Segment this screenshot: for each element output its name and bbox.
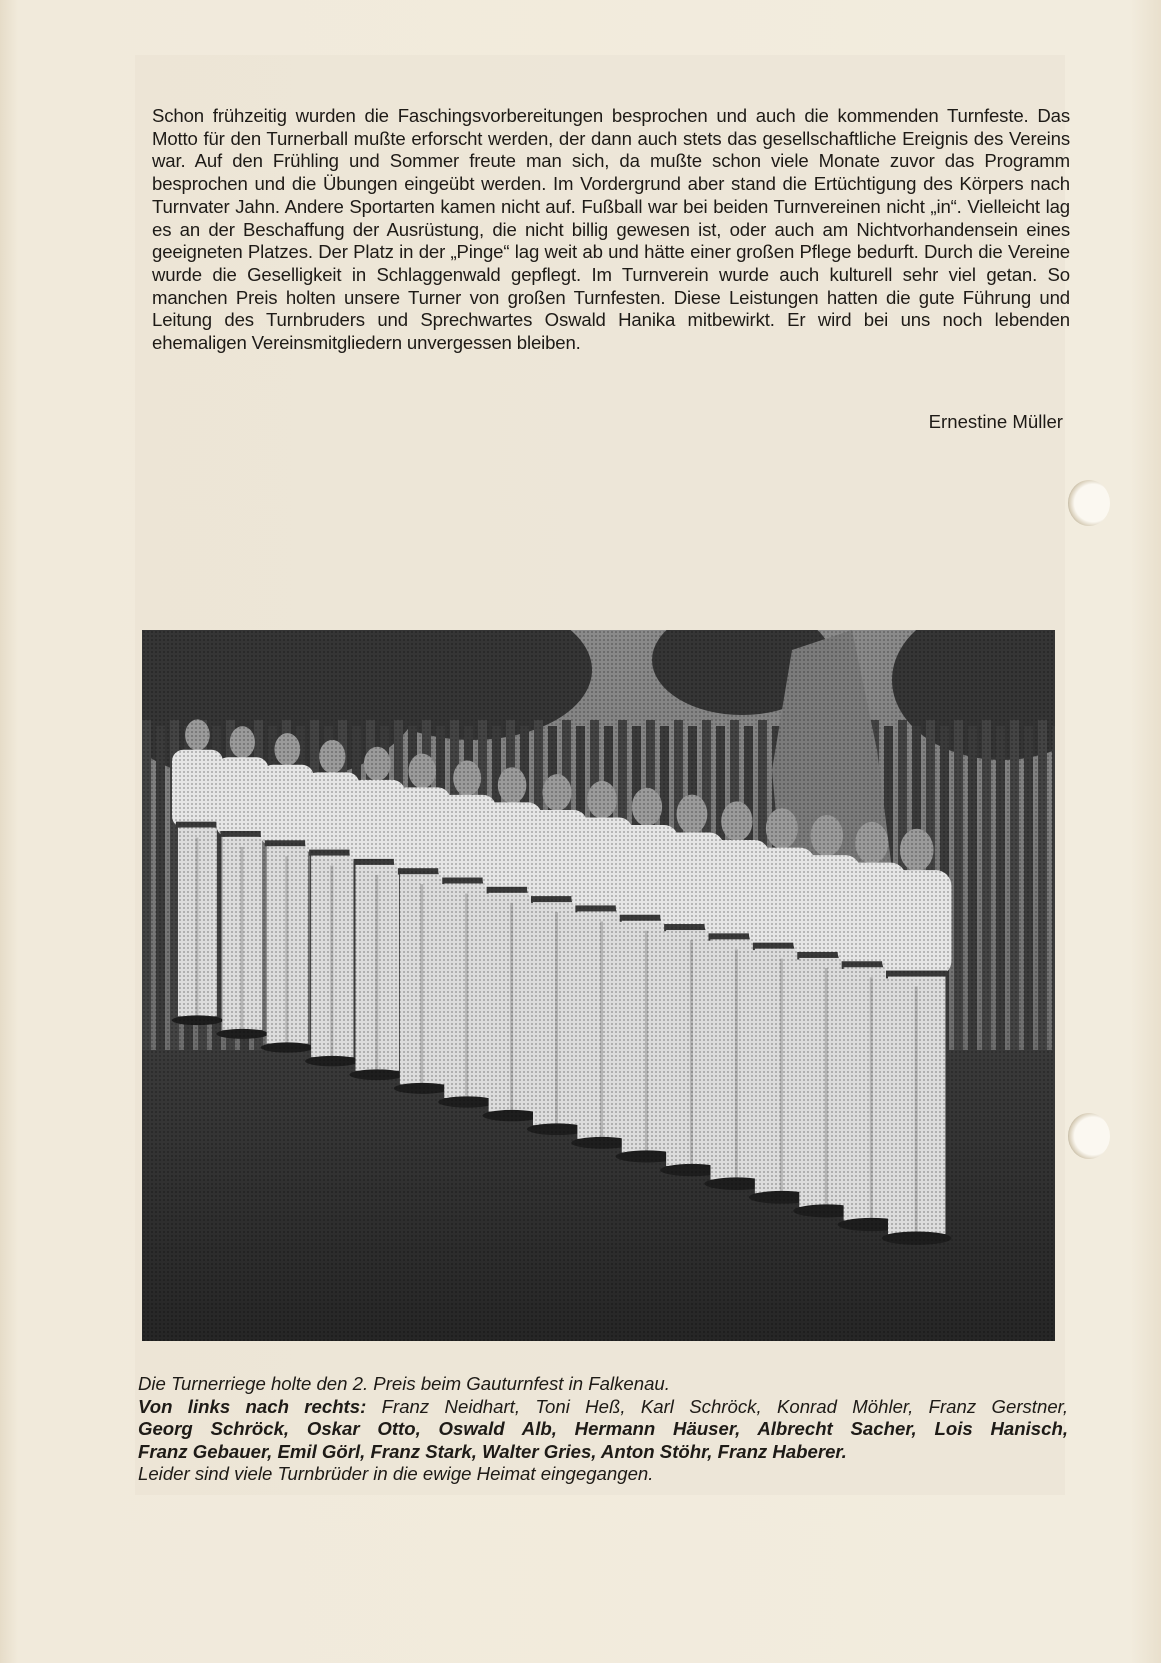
caption-line-1: Die Turnerriege holte den 2. Preis beim Gauturnfest in Falkenau. [138,1373,670,1394]
caption-line-5: Leider sind viele Turnbrüder in die ewige Heimat eingegangen. [138,1463,654,1485]
punch-hole-bottom [1068,1113,1110,1159]
caption-line-2 [138,1396,1068,1419]
caption-lead: Von links nach rechts: [138,1395,367,1417]
photo-halftone [142,630,1055,1341]
team-photo [142,630,1055,1341]
photo-caption [138,1373,1068,1486]
article-author: Ernestine Müller [928,411,1063,432]
team-photo-image [142,630,1055,1341]
article-paragraph: Schon frühzeitig wurden die Faschingsvorbereitungen besprochen und auch die kommenden Turnfeste. Das Motto für den Turnerball mußte erforscht werden, der dann auch stets das gesellschaftliche Ereignis des Vereins war. Auf den Frühling und Sommer freute man sich, da mußte schon viele Monate zuvor das Programm besprochen und die Übungen eingeübt werden. Im Vordergrund aber stand die Ertüchtigung des Körpers nach Turnvater Jahn. Andere Sportarten kamen nicht auf. Fußball war bei beiden Turnvereinen nicht „in“. Vielleicht lag es an der Beschaffung der Ausrüstung, die nicht billig gewesen ist, oder auch am Nichtvorhandensein eines geeigneten Platzes. Der Platz in der „Pinge“ lag weit ab und hätte einer großen Pflege bedurft. Durch die Vereine wurde die Geselligkeit in Schlaggenwald gepflegt. Im Turnverein wurde auch kulturell sehr viel getan. So manchen Preis holten unsere Turner von großen Turnfesten. Diese Leistungen hatten die gute Führung und Leitung des Turnbruders und Sprechwartes Oswald Hanika mitbewirkt. Er wird bei uns noch lebenden ehemaligen Vereinsmitgliedern unvergessen bleiben. [152,105,1070,354]
caption-names-1: Franz Neidhart, Toni Heß, Karl Schröck, Konrad Möhler, Franz Gerstner, [366,1395,1068,1417]
caption-line-3: Georg Schröck, Oskar Otto, Oswald Alb, Hermann Häuser, Albrecht Sacher, Lois Hanisch, [138,1418,1068,1440]
punch-hole-top [1068,480,1110,526]
article-body [152,105,1070,355]
caption-line-4: Franz Gebauer, Emil Görl, Franz Stark, Walter Gries, Anton Stöhr, Franz Haberer. [138,1440,847,1462]
